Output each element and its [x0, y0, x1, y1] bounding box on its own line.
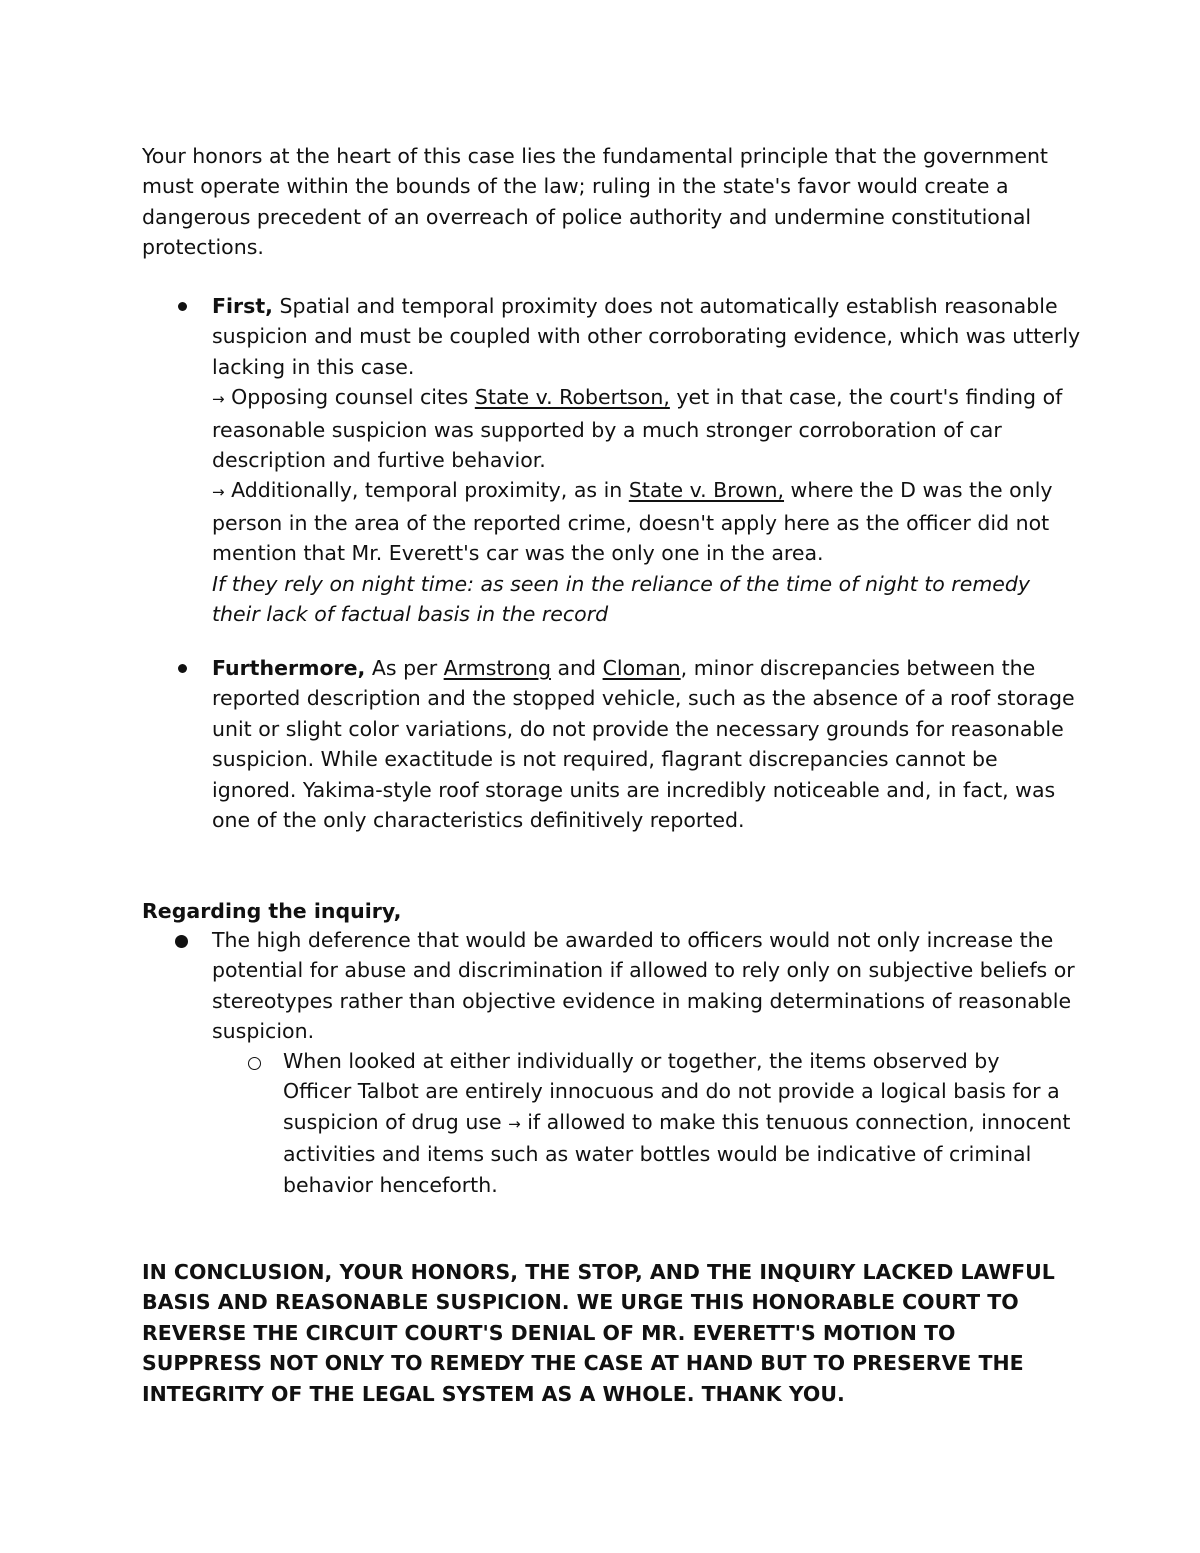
- bullet-dot-icon: [178, 664, 187, 673]
- second-point-lead: Furthermore,: [212, 656, 366, 680]
- first-point: [212, 291, 1082, 629]
- case-link-robertson: State v. Robertson,: [474, 385, 670, 410]
- first-point-text: Spatial and temporal proximity does not automatically establish reasonable suspicion and must be coupled with other corroborating evidence, which was utterly lacking in this case.: [212, 294, 1081, 379]
- second-point-mid: and: [550, 656, 603, 680]
- first-point-sub2-post: where the D was the only person in the area of the reported crime, doesn't apply here as the officer did not mention that Mr. Everett's car was the only one in the area.: [212, 478, 1053, 566]
- second-point-pre: As per: [365, 656, 444, 680]
- inquiry-item: The high deference that would be awarded to officers would not only increase the potential for abuse and discrimination if allowed to rely only on subjective beliefs or stereotypes rather than objective evidence in making determinations of reasonable suspicion.: [212, 928, 1075, 1044]
- arrow-icon: →: [508, 1114, 521, 1133]
- case-link-armstrong: Armstrong: [443, 656, 551, 680]
- bullet-circle-icon: [248, 1057, 261, 1070]
- bullet-dot-icon: [178, 302, 187, 311]
- intro-paragraph: Your honors at the heart of this case lies the fundamental principle that the government must operate within the bounds of the law; ruling in the state's favor would create a dangerous precedent of an overreach of police authority and undermine constitutional protections.: [142, 144, 1048, 260]
- bullet-dot-icon: [175, 935, 188, 948]
- first-point-sub2-pre: Additionally, temporal proximity, as in: [224, 478, 629, 503]
- arrow-icon: →: [212, 483, 225, 502]
- inquiry-sub-item-post: if allowed to make this tenuous connection, innocent activities and items such as water bottles would be indicative of criminal behavior henceforth.: [283, 1109, 1071, 1197]
- inquiry-heading: Regarding the inquiry,: [142, 899, 402, 923]
- first-point-lead: First,: [212, 294, 273, 318]
- inquiry-sub-item: [283, 1046, 1073, 1200]
- first-point-sub1-post: yet in that case, the court's finding of reasonable suspicion was supported by a much stronger corroboration of car description and furtive behavior.: [212, 385, 1063, 473]
- second-point: [212, 653, 1082, 835]
- first-point-sub1-pre: Opposing counsel cites: [224, 385, 475, 410]
- arrow-icon: →: [212, 390, 225, 409]
- second-point-text: , minor discrepancies between the reported description and the stopped vehicle, such as the absence of a roof storage unit or slight color variations, do not provide the necessary grounds for reasonable suspicion. While exactitude is not required, flagrant discrepancies cannot be ignored. Yakima-style roof storage units are incredibly noticeable and, in fact, was one of the only characteristics definitively reported.: [212, 656, 1075, 833]
- first-point-italic-note: If they rely on night time: as seen in the reliance of the time of night to remedy their lack of factual basis in the record: [212, 571, 1031, 627]
- inquiry-sub-item-pre: When looked at either individually or together, the items observed by Officer Talbot are entirely innocuous and do not provide a logical basis for a suspicion of drug use: [283, 1049, 1060, 1134]
- case-link-brown: State v. Brown,: [628, 478, 785, 503]
- case-link-cloman: Cloman: [602, 656, 681, 680]
- conclusion-paragraph: IN CONCLUSION, YOUR HONORS, THE STOP, AND THE INQUIRY LACKED LAWFUL BASIS AND REASONABLE SUSPICION. WE URGE THIS HONORABLE COURT TO REVERSE THE CIRCUIT COURT'S DENIAL OF MR. EVERETT'S MOTION TO SUPPRESS NOT ONLY TO REMEDY THE CASE AT HAND BUT TO PRESERVE THE INTEGRITY OF THE LEGAL SYSTEM AS A WHOLE. THANK YOU.: [142, 1260, 1055, 1406]
